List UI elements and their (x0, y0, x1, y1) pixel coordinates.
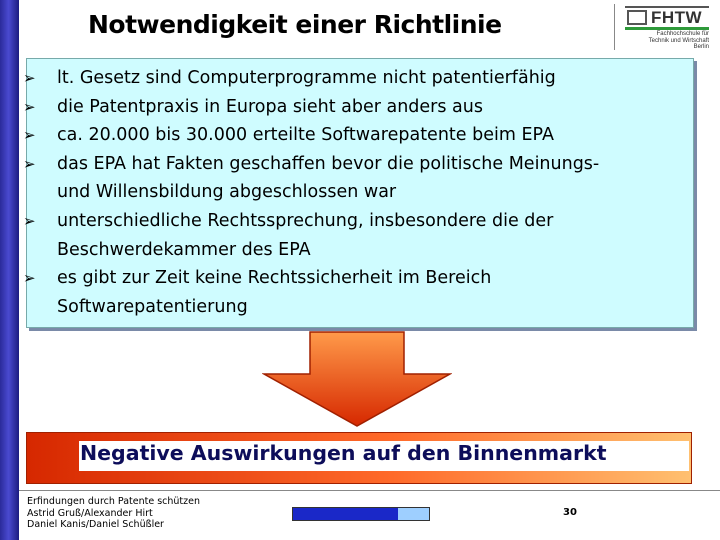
list-item: ➢ das EPA hat Fakten geschaffen bevor die politische Meinungs- und Willensbildung abgeschlossen war (23, 150, 691, 207)
footer-authors-1: Astrid Gruß/Alexander Hirt (27, 507, 153, 519)
down-arrow-icon (262, 330, 452, 428)
result-text: Negative Auswirkungen auf den Binnenmarkt (80, 441, 607, 465)
footer-title: Erfindungen durch Patente schützen (27, 496, 201, 507)
arrow-bullet-icon: ➢ (23, 126, 36, 145)
bullet-list (23, 64, 691, 321)
list-item: ➢ die Patentpraxis in Europa sieht aber anders aus (23, 93, 691, 122)
logo-mark-icon (627, 10, 647, 25)
slide-progress-bar (292, 507, 430, 521)
logo-text: FHTW (651, 8, 703, 27)
arrow-bullet-icon: ➢ (23, 97, 36, 116)
progress-fill (293, 508, 398, 520)
list-item: ➢ es gibt zur Zeit keine Rechtssicherheit im Bereich Softwarepatentierung (23, 264, 691, 321)
logo-subtitle: Fachhochschule für Technik und Wirtschaft Berlin (648, 31, 709, 50)
arrow-bullet-icon: ➢ (23, 69, 36, 87)
left-accent-bar (0, 0, 19, 540)
arrow-bullet-icon: ➢ (23, 154, 36, 173)
footer-authors-2: Daniel Kanis/Daniel Schüßler (27, 519, 164, 530)
logo-green-rule (625, 27, 709, 30)
arrow-bullet-icon: ➢ (23, 269, 36, 288)
page-number: 30 (563, 507, 577, 518)
fhtw-logo (614, 4, 711, 50)
list-item: ➢ ca. 20.000 bis 30.000 erteilte Softwarepatente beim EPA (23, 121, 691, 150)
list-item: ➢ unterschiedliche Rechtssprechung, insbesondere die der Beschwerdekammer des EPA (23, 207, 691, 264)
footer-divider (19, 490, 720, 491)
footer-text (27, 496, 200, 531)
list-item: ➢ lt. Gesetz sind Computerprogramme nicht patentierfähig (23, 64, 691, 93)
arrow-bullet-icon: ➢ (23, 211, 36, 230)
slide-title: Notwendigkeit einer Richtlinie (88, 10, 502, 39)
